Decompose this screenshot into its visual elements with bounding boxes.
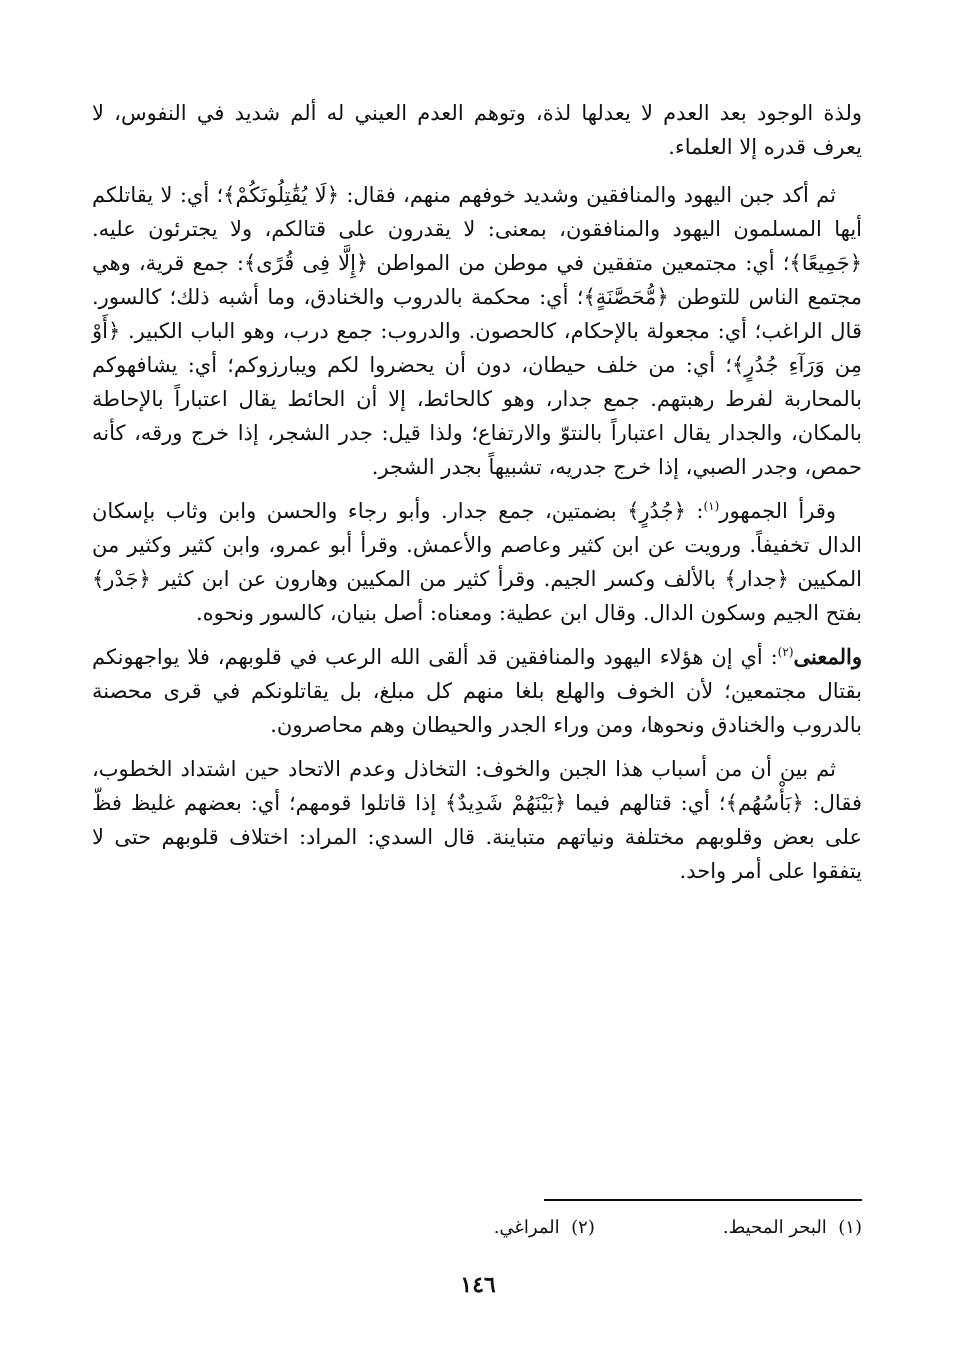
footnote-1-text: البحر المحيط. xyxy=(722,1217,827,1238)
footnote-2-text: المراغي. xyxy=(493,1217,560,1238)
paragraph-4 xyxy=(92,640,862,742)
footnote-divider xyxy=(544,1199,862,1201)
paragraph-2: ثم أكد جبن اليهود والمنافقين وشديد خوفهم منهم، فقال: ﴿لَا يُقَٰتِلُونَكُمْ﴾؛ أي: لا يقاتلكم أيها المسلمون اليهود والمنافقون، بمعنى: لا يقدرون على قتالكم، ولا يجترئون عليه. ﴿جَمِيعًا﴾؛ أي: مجتمعين متفقين في موطن من المواطن ﴿إِلَّا فِى قُرًى﴾: جمع قرية، وهي مجتمع الناس للتوطن ﴿مُّحَصَّنَةٍ﴾؛ أي: محكمة بالدروب والخنادق، وما أشبه ذلك؛ كالسور. قال الراغب؛ أي: مجعولة بالإحكام، كالحصون. والدروب: جمع درب، وهو الباب الكبير. ﴿أَوْ مِن وَرَآءِ جُدُرٍ﴾؛ أي: من خلف حيطان، دون أن يحضروا لكم ويبارزوكم؛ أي: يشافهوكم بالمحاربة لفرط رهبتهم. جمع جدار، وهو كالحائط، إلا أن الحائط يقال اعتباراً بالإحاطة بالمكان، والجدار يقال اعتباراً بالنتوّ والارتفاع؛ ولذا قيل: جدر الشجر، إذا خرج ورقه، كأنه حمص، وجدر الصبي، إذا خرج جدريه، تشبيهاً بجدر الشجر. xyxy=(92,183,862,479)
footnote-2-marker: (٢) xyxy=(571,1217,595,1238)
paragraph-3-body: : ﴿جُدُرٍ﴾ بضمتين، جمع جدار. وأبو رجاء والحسن وابن وثاب بإسكان الدال تخفيفاً. ورويت عن ابن كثير وعاصم والأعمش. وقرأ أبو عمرو، وابن كثير وكثير من المكيين ﴿جدار﴾ بالألف وكسر الجيم. وقرأ كثير من المكيين وهارون عن ابن كثير ﴿جَدْر﴾ بفتح الجيم وسكون الدال. وقال ابن عطية: ومعناه: أصل بنيان، كالسور ونحوه. xyxy=(92,499,862,625)
footnote-ref-1: (١) xyxy=(703,499,720,513)
page-body xyxy=(92,96,862,898)
footnotes xyxy=(302,1214,862,1242)
paragraph-3 xyxy=(92,494,862,630)
page-number: ١٤٦ xyxy=(460,1272,496,1298)
paragraph-5: ثم بين أن من أسباب هذا الجبن والخوف: التخاذل وعدم الاتحاد حين اشتداد الخطوب، فقال: ﴿بَأْسُهُم﴾؛ أي: قتالهم فيما ﴿بَيْنَهُمْ شَدِيدٌ﴾ إذا قاتلوا قومهم؛ أي: بعضهم غليظ فظّ على بعض وقلوبهم مختلفة ونياتهم متباينة. قال السدي: المراد: اختلاف قلوبهم حتى لا يتفقوا على أمر واحد. xyxy=(92,757,862,883)
paragraph-3-lead: وقرأ الجمهور xyxy=(719,499,837,523)
footnote-2 xyxy=(494,1214,595,1242)
paragraph-4-heading: والمعنى xyxy=(793,644,862,669)
footnote-ref-2: (٢) xyxy=(777,645,794,659)
paragraph-4-body: : أي إن هؤلاء اليهود والمنافقين قد ألقى الله الرعب في قلوبهم، فلا يواجهونكم بقتال مجتمعين؛ لأن الخوف والهلع بلغا منهم كل مبلغ، بل يقاتلونكم في قرى محصنة بالدروب والخنادق ونحوها، ومن وراء الجدر والحيطان وهم محاصرون. xyxy=(92,645,862,737)
footnote-1-marker: (١) xyxy=(838,1217,862,1238)
paragraph-1: ولذة الوجود بعد العدم لا يعدلها لذة، وتوهم العدم العيني له ألم شديد في النفوس، لا يعرف قدره إلا العلماء. xyxy=(92,101,862,159)
footnote-1 xyxy=(723,1214,862,1242)
